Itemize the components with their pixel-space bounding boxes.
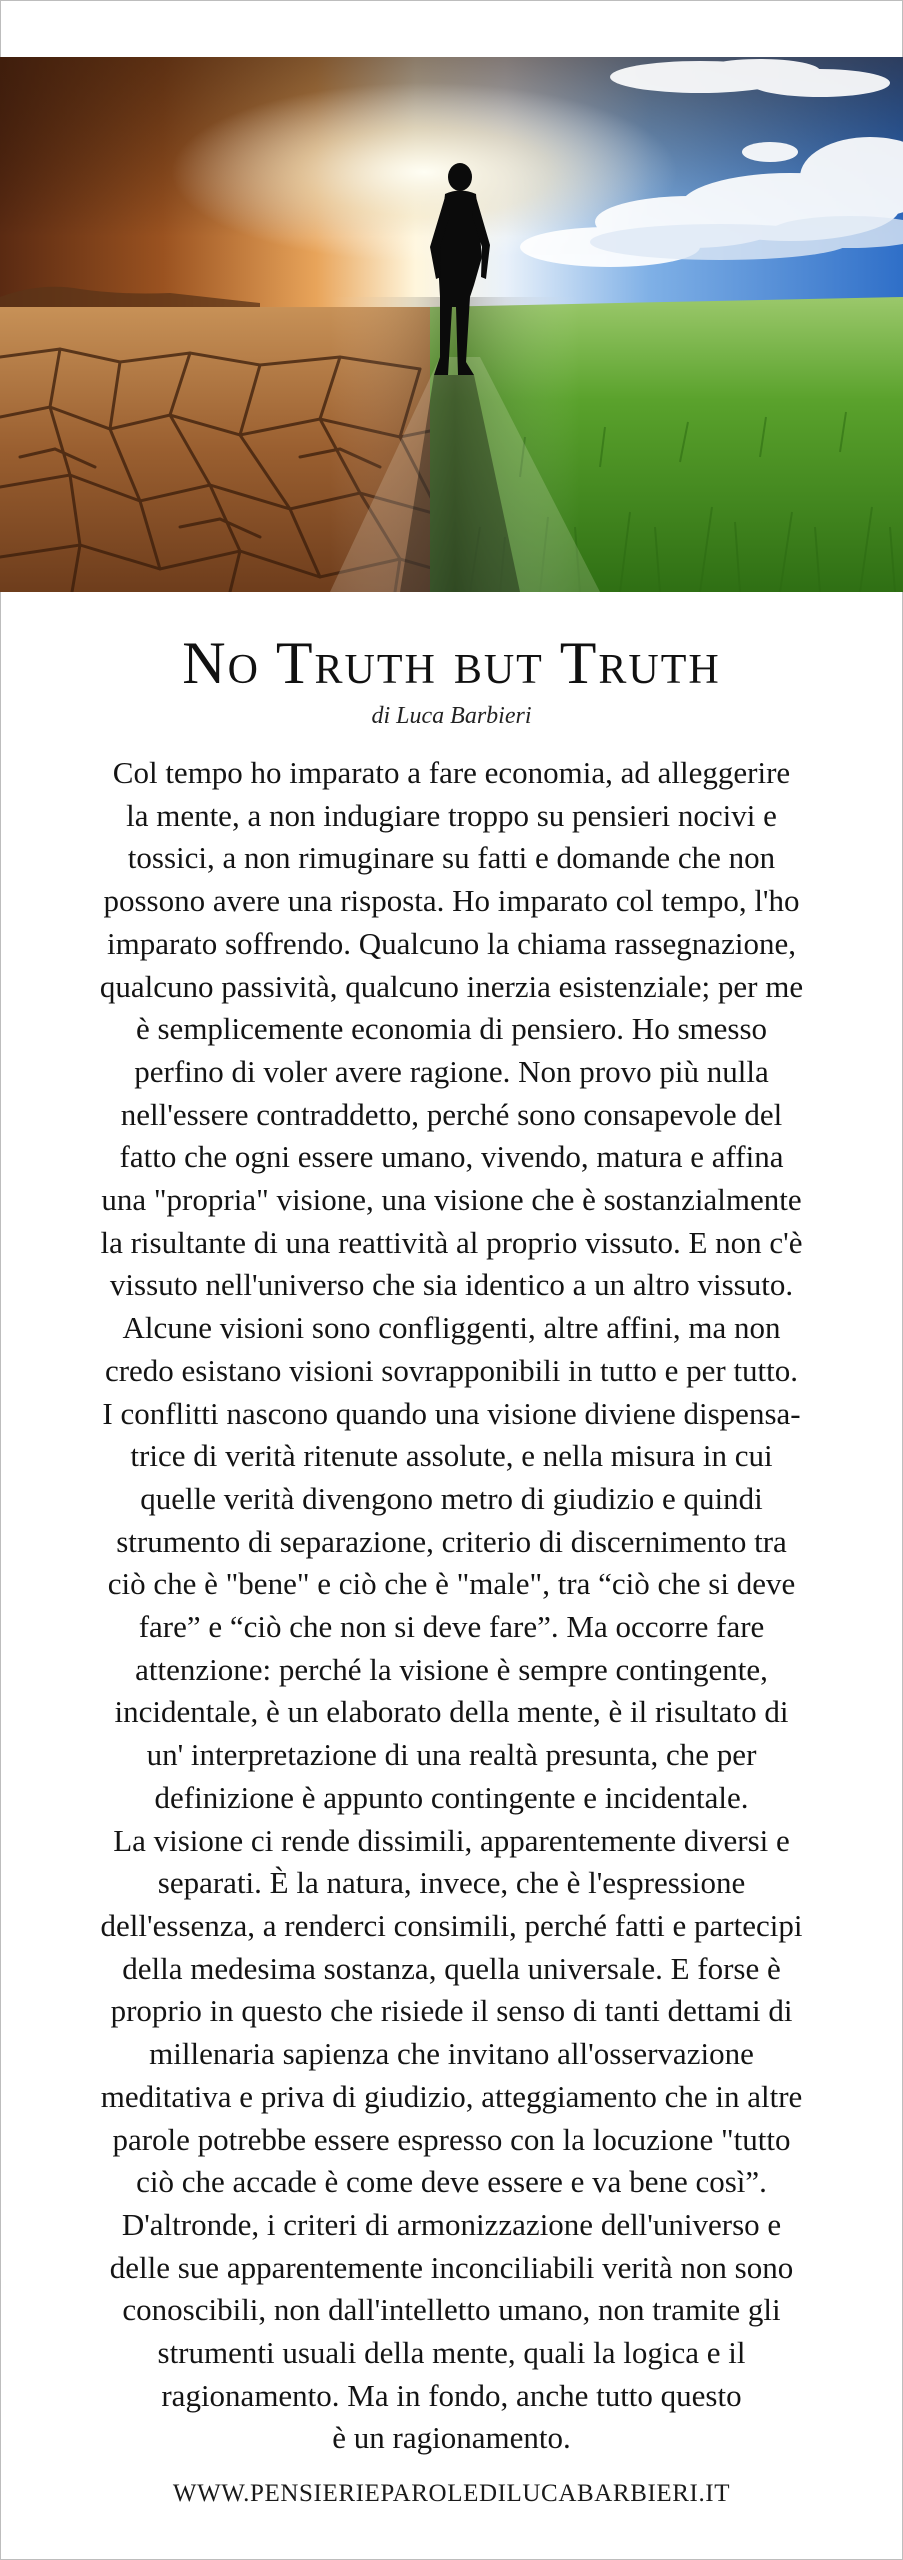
body-line: vissuto nell'universo che sia identico a un altro vissuto.	[109, 1267, 794, 1303]
body-line: la risultante di una reattività al proprio vissuto. E non c'è	[100, 1224, 803, 1260]
body-line: Alcune visioni sono confliggenti, altre affini, ma non	[122, 1310, 781, 1346]
body-line: una "propria" visione, una visione che è sostanzialmente	[101, 1182, 802, 1218]
body-line: imparato soffrendo. Qualcuno la chiama rassegnazione,	[107, 925, 796, 961]
body-line: proprio in questo che risiede il senso di tanti dettami di	[110, 1993, 793, 2029]
body-line: I conflitti nascono quando una visione diviene dispensa-	[102, 1395, 801, 1431]
body-line: possono avere una risposta. Ho imparato col tempo, l'ho	[103, 883, 800, 919]
body-line: la mente, a non indugiare troppo su pensieri nocivi e	[126, 797, 777, 833]
body-line: fare” e “ciò che non si deve fare”. Ma occorre fare	[138, 1609, 765, 1645]
body-line: perfino di voler avere ragione. Non provo più nulla	[134, 1053, 769, 1089]
body-line: credo esistano visioni sovrapponibili in tutto e per tutto.	[104, 1352, 799, 1388]
body-line: fatto che ogni essere umano, vivendo, matura e affina	[119, 1139, 784, 1175]
body-line: quelle verità divengono metro di giudizio e quindi	[140, 1480, 763, 1516]
body-line: meditativa e priva di giudizio, atteggiamento che in altre	[100, 2078, 803, 2114]
body-line: è un ragionamento.	[332, 2420, 571, 2456]
body-line: nell'essere contraddetto, perché sono consapevole del	[120, 1096, 783, 1132]
body-line: separati. È la natura, invece, che è l'espressione	[157, 1865, 746, 1901]
body-line: Col tempo ho imparato a fare economia, ad alleggerire	[112, 755, 791, 790]
footer-website: WWW.PENSIERIEPAROLEDILUCABARBIERI.IT	[172, 2480, 731, 2507]
hero-image	[0, 57, 903, 592]
body-paragraph	[58, 752, 845, 2460]
body-line: della medesima sostanza, quella universale. E forse è	[122, 1950, 781, 1986]
body-line: delle sue apparentemente inconciliabili verità non sono	[109, 2249, 794, 2285]
author-byline: di Luca Barbieri	[371, 703, 532, 729]
body-line: ragionamento. Ma in fondo, anche tutto questo	[161, 2377, 742, 2413]
body-line: un' interpretazione di una realtà presunta, che per	[146, 1737, 757, 1773]
body-line: strumento di separazione, criterio di discernimento tra	[116, 1523, 787, 1559]
body-line: dell'essenza, a renderci consimili, perché fatti e partecipi	[100, 1907, 803, 1943]
body-line: ciò che è "bene" e ciò che è "male", tra “ciò che si deve	[107, 1566, 796, 1602]
body-line: definizione è appunto contingente e incidentale.	[154, 1779, 749, 1815]
body-line: parole potrebbe essere espresso con la locuzione "tutto	[112, 2121, 791, 2157]
body-line: attenzione: perché la visione è sempre contingente,	[135, 1651, 768, 1687]
body-line: qualcuno passività, qualcuno inerzia esistenziale; per me	[99, 968, 804, 1004]
body-line: è semplicemente economia di pensiero. Ho smesso	[135, 1011, 768, 1047]
body-line: incidentale, è un elaborato della mente, è il risultato di	[114, 1694, 789, 1730]
body-line: trice di verità ritenute assolute, e nella misura in cui	[130, 1438, 773, 1474]
body-line: La visione ci rende dissimili, apparentemente diversi e	[113, 1822, 790, 1858]
body-line: strumenti usuali della mente, quali la logica e il	[157, 2335, 746, 2371]
body-line: ciò che accade è come deve essere e va bene così”.	[136, 2164, 767, 2200]
body-line: D'altronde, i criteri di armonizzazione dell'universo e	[121, 2206, 782, 2242]
body-line: millenaria sapienza che invitano all'osservazione	[149, 2036, 754, 2072]
poster-title: No Truth but Truth	[182, 630, 721, 696]
body-line: conoscibili, non dall'intelletto umano, non tramite gli	[122, 2292, 781, 2328]
body-line: tossici, a non rimuginare su fatti e domande che non	[127, 840, 776, 876]
